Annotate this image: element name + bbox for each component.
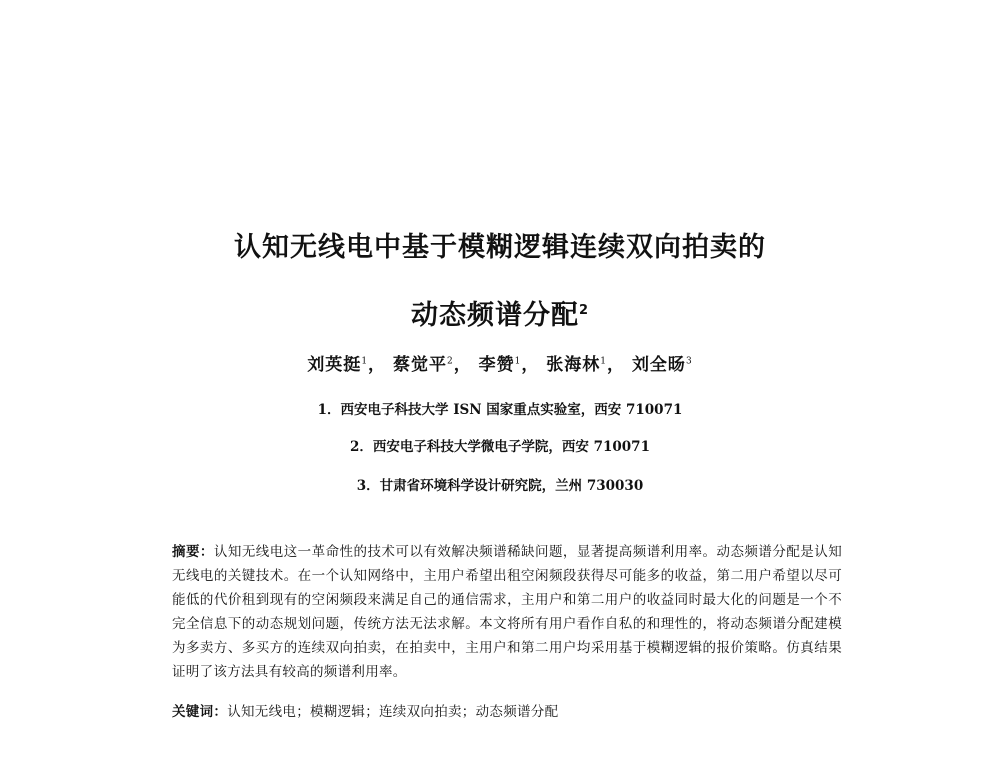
author-name: 蔡觉平: [392, 355, 447, 375]
paper-title-text: 动态频谱分配: [410, 300, 579, 331]
keywords: [172, 700, 842, 720]
keywords-label: 关键词：: [172, 704, 228, 720]
paper-title-line-1: 认知无线电中基于模糊逻辑连续双向拍卖的: [234, 232, 766, 263]
abstract: [172, 540, 842, 684]
affiliation-2: 2．西安电子科技大学微电子学院，西安 710071: [350, 439, 650, 455]
affiliation-3: 3．甘肃省环境科学设计研究院，兰州 730030: [356, 478, 644, 494]
author-name: 张海林: [546, 355, 601, 375]
author-separator: ，: [521, 355, 540, 375]
abstract-text: 认知无线电这一革命性的技术可以有效解决频谱稀缺问题，显著提高频谱利用率。动态频谱分配是认知无线电的关键技术。在一个认知网络中，主用户希望出租空闲频段获得尽可能多的收益，第二用户希望以尽可能低的代价租到现有的空闲频段来满足自己的通信需求，主用户和第二用户的收益同时最大化的问题是一个不完全信息下的动态规划问题，传统方法无法求解。本文将所有用户看作自私的和理性的，将动态频谱分配建模为多卖方、多买方的连续双向拍卖，在拍卖中，主用户和第二用户均采用基于模糊逻辑的报价策略。仿真结果证明了该方法具有较高的频谱利用率。: [172, 544, 842, 680]
author-separator: ，: [453, 355, 472, 375]
author-affiliation-mark: 2: [446, 356, 454, 367]
keywords-text: 认知无线电；模糊逻辑；连续双向拍卖；动态频谱分配: [227, 704, 559, 720]
author-list: [0, 350, 1000, 375]
author-affiliation-mark: 1: [361, 356, 369, 367]
paper-title-line-2: [0, 293, 1000, 332]
author-affiliation-mark: 3: [685, 356, 693, 367]
title-footnote-mark: 2: [578, 303, 590, 318]
author-affiliation-mark: 1: [600, 356, 608, 367]
author-name: 李赞: [478, 355, 515, 375]
abstract-label: 摘要：: [172, 544, 214, 560]
author-name: 刘全旸: [631, 355, 686, 375]
author-separator: ，: [607, 355, 626, 375]
author-name: 刘英挺: [307, 355, 362, 375]
author-separator: ，: [368, 355, 387, 375]
author-affiliation-mark: 1: [514, 356, 522, 367]
affiliation-1: 1．西安电子科技大学 ISN 国家重点实验室，西安 710071: [317, 402, 683, 418]
